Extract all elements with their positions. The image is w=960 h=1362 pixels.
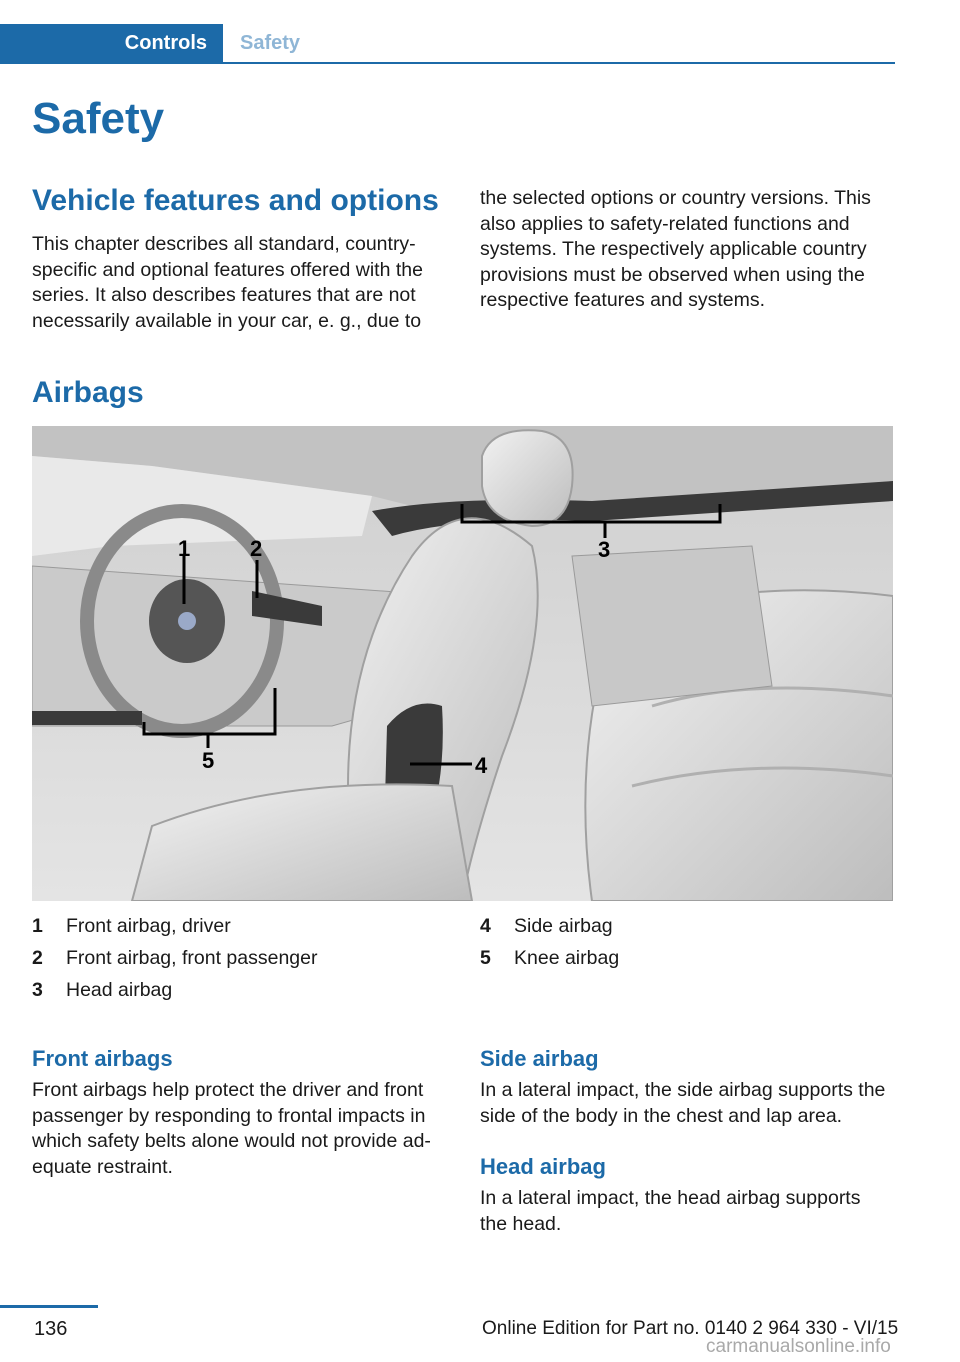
legend-item [32,910,452,942]
chapter-tab-bar [0,24,895,64]
tab-controls[interactable]: Controls [0,24,223,62]
legend-right [480,910,892,974]
subheading-side-airbag: Side airbag [480,1046,599,1071]
legend-left [32,910,452,1006]
legend-number: 1 [32,915,43,937]
subheading-front-airbags: Front airbags [32,1046,173,1071]
legend-label: Front airbag, driver [66,915,231,937]
airbags-figure [32,426,893,901]
legend-item [32,942,452,974]
legend-item [480,910,892,942]
legend-label: Side airbag [514,915,613,937]
callout-4: 4 [475,753,488,778]
callout-5: 5 [202,748,215,773]
watermark: carmanualsonline.info [706,1336,891,1357]
section-title-airbags: Airbags [32,376,144,409]
vehicle-features-paragraph-left: This chapter describes all standard, country-specific and optional features offered with the series. It also describes features that are not necessarily available in your car, e. g., due to [32,233,423,332]
front-airbags-paragraph: Front airbags help protect the driver and front passenger by responding to frontal impacts in which safety belts alone would not provide ad-equate restraint. [32,1079,431,1178]
callout-2: 2 [250,536,263,561]
legend-item [32,974,452,1006]
legend-label: Front airbag, front passenger [66,947,318,969]
edition-note: Online Edition for Part no. 0140 2 964 330 - VI/15 [482,1318,899,1339]
head-airbag-paragraph: In a lateral impact, the head airbag supports the head. [480,1187,861,1235]
legend-item [480,942,892,974]
legend-number: 5 [480,947,491,969]
page-number: 136 [34,1318,68,1340]
legend-label: Head airbag [66,979,173,1001]
section-title-vehicle-features: Vehicle features and options [32,184,439,217]
tab-safety[interactable]: Safety [240,31,301,54]
side-airbag-paragraph: In a lateral impact, the side airbag supports the side of the body in the chest and lap area. [480,1079,886,1127]
legend-number: 3 [32,979,43,1001]
legend-number: 4 [480,915,491,937]
footer-rule [0,1305,98,1308]
vehicle-features-paragraph-right: the selected options or country versions. This also applies to safety-related functions and systems. The respectively applicable country provisions must be observed when using the respective features and systems. [480,187,871,311]
callout-1: 1 [178,536,191,561]
subheading-head-airbag: Head airbag [480,1154,606,1179]
callout-3: 3 [598,537,611,562]
airbags-illustration [32,426,893,901]
page-title: Safety [32,94,165,143]
legend-number: 2 [32,947,43,969]
legend-label: Knee airbag [514,947,620,969]
